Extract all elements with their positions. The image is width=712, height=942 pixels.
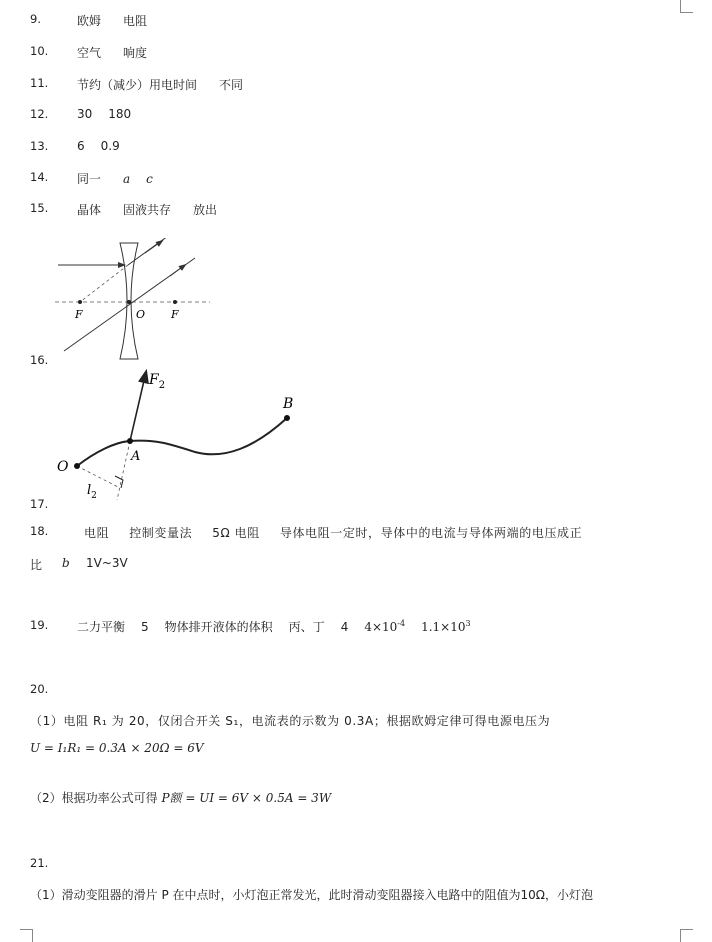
answer-part: b (62, 556, 70, 570)
answer-part: 同一 (77, 172, 102, 186)
question-number: 19. (30, 618, 49, 632)
answer-text: （1）滑动变阻器的滑片 P 在中点时，小灯泡正常发光，此时滑动变阻器接入电路中的阻值为10Ω，小灯泡 (30, 888, 593, 902)
answer-part: 1V~3V (86, 556, 128, 570)
question-number: 12. (30, 107, 49, 121)
question-number: 10. (30, 44, 49, 58)
question-number: 11. (30, 76, 49, 90)
answer-part: 物体排开液体的体积 (164, 620, 273, 634)
answer-part: 欧姆 (77, 14, 102, 28)
answer-body (77, 12, 169, 29)
moment-arm (77, 466, 118, 487)
focal-point-right (173, 300, 177, 304)
label-o: O (136, 308, 146, 321)
answer-part: 空气 (77, 46, 102, 60)
answer-part: 二力平衡 (77, 620, 126, 634)
answer-part: 6 (77, 139, 85, 153)
answer-part: 0.9 (100, 139, 120, 153)
answer-part: $4\times 10^{-4}$ (364, 619, 406, 634)
concave-lens-ray-diagram (50, 238, 215, 363)
answer-part: 导体电阻一定时，导体中的电流与导体两端的电压成正 (279, 526, 583, 540)
question-number: 16. (30, 353, 49, 367)
crop-mark-bottom-right (680, 929, 693, 942)
answer-body (77, 107, 153, 121)
label-b: B (283, 396, 294, 412)
answer-body (77, 201, 239, 218)
answer-part: 固液共存 (123, 203, 172, 217)
answer-body (77, 618, 471, 635)
answer-part: 不同 (219, 78, 244, 92)
refracted-ray-arrow (145, 241, 162, 253)
pivot-point (74, 463, 80, 469)
line-of-action (117, 441, 130, 500)
focal-point-left (78, 300, 82, 304)
answer-body (84, 524, 582, 541)
central-ray-arrow (170, 265, 185, 276)
answer-20-part2 (30, 789, 331, 806)
lever-curve (77, 418, 287, 466)
answer-body (77, 44, 169, 61)
question-number: 14. (30, 170, 49, 184)
answer-text: （1）电阻 R₁ 为 20，仅闭合开关 S₁，电流表的示数为 0.3A；根据欧姆定律可得电源电压为 (30, 714, 551, 728)
answer-part: 电阻 (123, 14, 148, 28)
question-number: 15. (30, 201, 49, 215)
question-number: 20. (30, 682, 49, 696)
label-f-right: F (171, 308, 179, 321)
point-b (284, 415, 290, 421)
label-arm: $l_2$ (87, 483, 97, 501)
label-a: A (131, 449, 141, 464)
answer-text: （2）根据功率公式可得 (30, 791, 158, 805)
answer-part: 4 (340, 620, 349, 634)
answer-20-equation (30, 741, 204, 755)
answer-part: a (123, 172, 131, 186)
answer-part: $1.1\times 10^3$ (421, 619, 471, 634)
equation: P额 = UI = 6V × 0.5A = 3W (161, 791, 332, 805)
answer-part: c (146, 172, 153, 186)
answer-20-part1 (30, 712, 550, 729)
answer-part: 30 (77, 107, 93, 121)
optical-center (127, 300, 131, 304)
question-number: 17. (30, 497, 49, 511)
answer-part: 180 (108, 107, 132, 121)
question-number: 18. (30, 524, 49, 538)
question-number: 13. (30, 139, 49, 153)
answer-part: 控制变量法 (129, 526, 193, 540)
answer-part: 5Ω 电阻 (212, 526, 260, 540)
answer-body (77, 139, 142, 153)
question-number: 9. (30, 12, 41, 26)
answer-part: 节约（减少）用电时间 (77, 78, 198, 92)
extension-line (80, 265, 128, 302)
answer-part: 丙、丁 (288, 620, 325, 634)
label-f-left: F (75, 308, 83, 321)
equation: U = I₁R₁ = 0.3A × 20Ω = 6V (30, 741, 204, 755)
lever-force-diagram (55, 362, 305, 507)
answer-part: 5 (141, 620, 149, 634)
crop-mark-top-right (680, 0, 693, 13)
label-pivot: O (57, 459, 69, 475)
answer-part: 响度 (123, 46, 148, 60)
crop-mark-bottom-left (20, 929, 33, 942)
answer-body (77, 170, 175, 187)
label-force: $F_2$ (149, 372, 166, 391)
force-arrow (130, 372, 146, 441)
answer-part: 晶体 (77, 203, 102, 217)
answer-part: 电阻 (84, 526, 110, 540)
point-a (127, 438, 133, 444)
answer-21-part1 (30, 886, 593, 903)
answer-body (77, 76, 265, 93)
question-number: 21. (30, 856, 49, 870)
answer-part: 比 (30, 558, 43, 572)
answer-part: 放出 (193, 203, 218, 217)
